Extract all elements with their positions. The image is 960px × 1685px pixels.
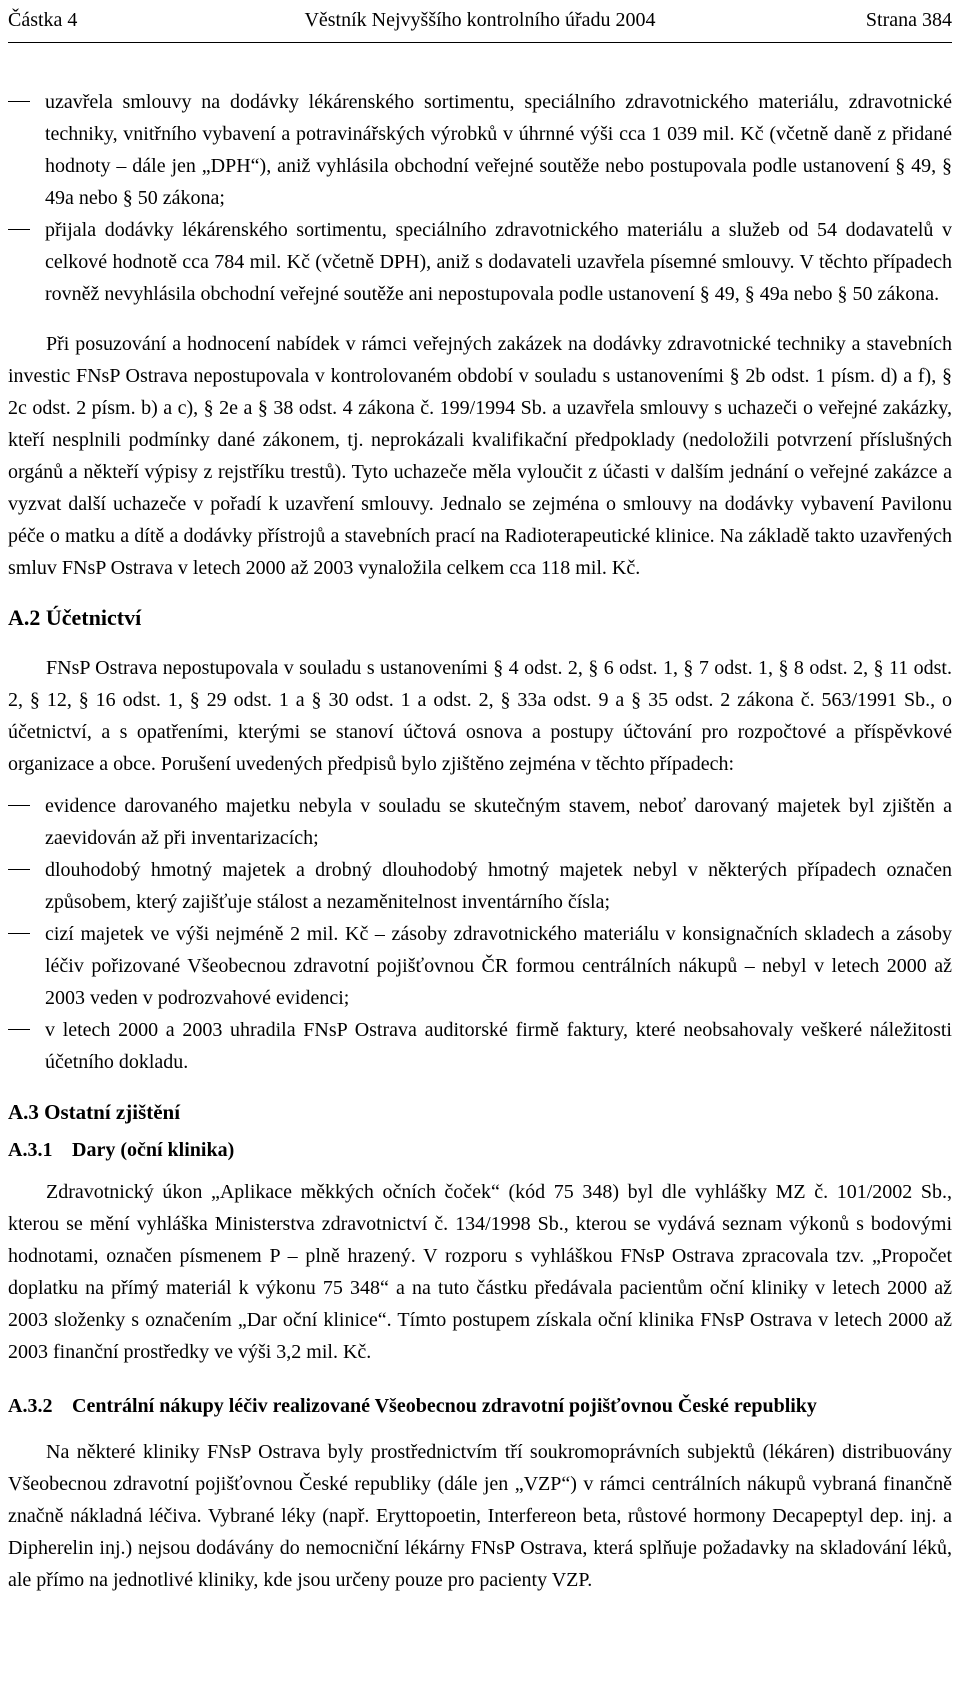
paragraph-accounting: FNsP Ostrava nepostupovala v souladu s ustanoveními § 4 odst. 2, § 6 odst. 1, § 7 odst. 1, § 8 odst. 2, § 11 odst. 2, § 12, § 16 odst. 1, § 29 odst. 1 a § 30 odst. 1 a odst. 2, § 33a odst. 9 a § 35 odst. 2 zákona č. 563/1991 Sb., o účetnictví, a s opatřeními, kterými se stanoví účtová osnova a postupy účtování pro rozpočtové a příspěvkové organizace a obce. Porušení uvedených předpisů bylo zjištěno zejména v těchto případech: (8, 657, 952, 775)
list-item: cizí majetek ve výši nejméně 2 mil. Kč – zásoby zdravotnického materiálu v konsignačních skladech a zásoby léčiv pořizované Všeobecnou zdravotní pojišťovnou ČR formou centrálních nákupů – nebyl v letech 2000 až 2003 veden v podrozvahové evidenci; (8, 918, 952, 1014)
paragraph-tender-evaluation: Při posuzování a hodnocení nabídek v rámci veřejných zakázek na dodávky zdravotnické techniky a stavebních investic FNsP Ostrava nepostupovala v kontrolovaném období v souladu s ustanoveními § 2b odst. 1 písm. d) a f), § 2c odst. 2 písm. b) a c), § 2e a § 38 odst. 4 zákona č. 199/1994 Sb. a uzavřela smlouvy s uchazeči o veřejné zakázky, kteří nesplnili podmínky dané zákonem, tj. neprokázali kvalifikační předpoklady (nedoložili potvrzení příslušných orgánů a někteří výpisy z rejstříku trestů). Tyto uchazeče měla vyloučit z účasti v dalším jednání o veřejné zakázce a vyzvat další uchazeče v pořadí k uzavření smlouvy. Jednalo se zejména o smlouvy na dodávky vybavení Pavilonu péče o matku a dítě a dodávky přístrojů a stavebních prací na Radioterapeutické klinice. Na základě takto uzavřených smluv FNsP Ostrava v letech 2000 až 2003 vynaložila celkem cca 118 mil. Kč. (8, 333, 952, 579)
accounting-findings-list (8, 790, 952, 1078)
section-heading-accounting: A.2 Účetnictví (8, 605, 142, 630)
list-item: přijala dodávky lékárenského sortimentu, speciálního zdravotnického materiálu a služeb od 54 dodavatelů v celkové hodnotě cca 784 mil. Kč (včetně DPH), aniž s dodavateli uzavřela písemné smlouvy. V těchto případech rovněž nevyhlásila obchodní veřejné soutěže ani nepostupovala podle ustanovení § 49, § 49a nebo § 50 zákona. (8, 214, 952, 310)
subsection-heading-central-purchases (8, 1390, 952, 1422)
list-item: v letech 2000 a 2003 uhradila FNsP Ostrava auditorské firmě faktury, které neobsahovaly veškeré náležitosti účetního dokladu. (8, 1014, 952, 1078)
page-number: Strana 384 (865, 9, 952, 31)
journal-title: Věstník Nejvyššího kontrolního úřadu 2004 (304, 9, 656, 31)
list-item: uzavřela smlouvy na dodávky lékárenského sortimentu, speciálního zdravotnického materiálu, zdravotnické techniky, vnitřního vybavení a potravinářských výrobků v úhrnné výši cca 1 039 mil. Kč (včetně daně z přidané hodnoty – dále jen „DPH“), aniž vyhlásila obchodní veřejné soutěže nebo postupovala podle ustanovení § 49, § 49a nebo § 50 zákona; (8, 86, 952, 214)
findings-list (8, 86, 952, 310)
subsection-number: A.3.2 (8, 1395, 53, 1417)
page-header (8, 0, 952, 44)
subsection-number: A.3.1 (8, 1139, 53, 1161)
paragraph-donations: Zdravotnický úkon „Aplikace měkkých očních čoček“ (kód 75 348) byl dle vyhlášky MZ č. 101/2002 Sb., kterou se mění vyhláška Ministerstva zdravotnictví č. 134/1998 Sb., kterou se vydává seznam výkonů s bodovými hodnotami, označen písmenem P – plně hrazený. V rozporu s vyhláškou FNsP Ostrava zpracovala tzv. „Propočet doplatku na přímý materiál k výkonu 75 348“ a na tuto částku předávala pacientům oční kliniky v letech 2000 až 2003 složenky s označením „Dar oční klinice“. Tímto postupem získala oční klinika FNsP Ostrava v letech 2000 až 2003 finanční prostředky ve výši 3,2 mil. Kč. (8, 1181, 952, 1363)
subsection-title: Dary (oční klinika) (72, 1139, 235, 1161)
section-heading-other-findings: A.3 Ostatní zjištění (8, 1100, 181, 1124)
header-rule (8, 42, 952, 43)
list-item: dlouhodobý hmotný majetek a drobný dlouhodobý hmotný majetek nebyl v některých případech označen způsobem, který zajišťuje stálost a nezaměnitelnost inventárního čísla; (8, 854, 952, 918)
issue-label: Částka 4 (8, 9, 78, 31)
paragraph-central-purchases: Na některé kliniky FNsP Ostrava byly prostřednictvím tří soukromoprávních subjektů (lékáren) distribuovány Všeobecnou zdravotní pojišťovnou České republiky (dále jen „VZP“) v rámci centrálních nákupů vybraná finančně značně nákladná léčiva. Vybrané léky (např. Eryttopoetin, Interfereon beta, růstové hormony Decapeptyl dep. inj. a Dipherelin inj.) nejsou dodávány do nemocniční lékárny FNsP Ostrava, která splňuje požadavky na skladování léků, ale přímo na jednotlivé kliniky, kde jsou určeny pouze pro pacienty VZP. (8, 1441, 952, 1591)
subsection-heading-donations (8, 1134, 952, 1166)
document-page (8, 0, 952, 1596)
list-item: evidence darovaného majetku nebyla v souladu se skutečným stavem, neboť darovaný majetek byl zjištěn a zaevidován až při inventarizacích; (8, 790, 952, 854)
subsection-title: Centrální nákupy léčiv realizované Všeobecnou zdravotní pojišťovnou České republiky (72, 1395, 817, 1417)
